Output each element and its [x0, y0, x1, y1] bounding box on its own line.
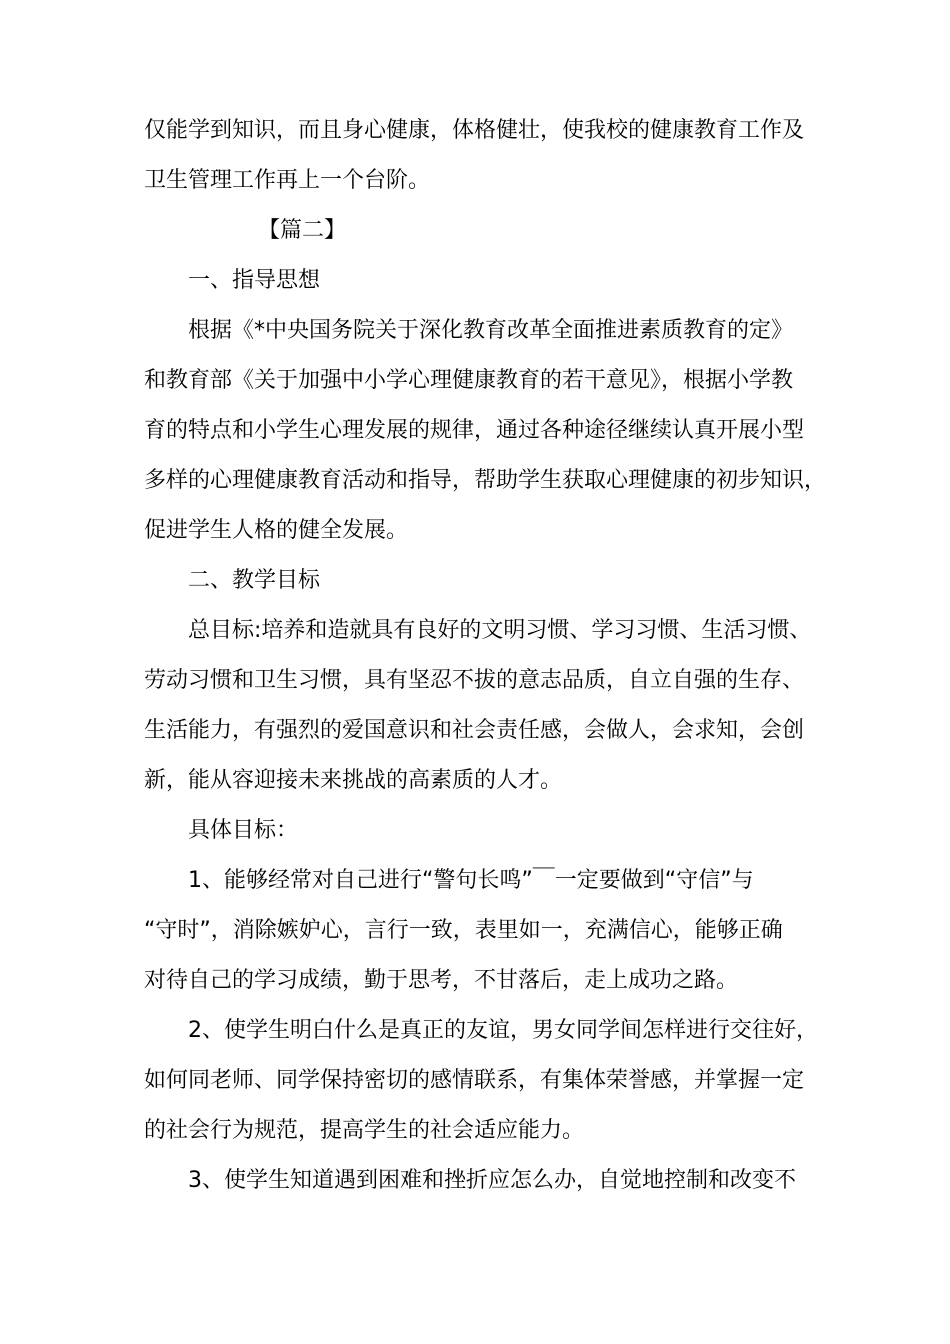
- body-line: 总目标:培养和造就具有良好的文明习惯、学习习惯、生活习惯、: [188, 618, 812, 643]
- body-line: 新，能从容迎接未来挑战的高素质的人才。: [144, 768, 563, 793]
- list-item: 2、使学生明白什么是真正的友谊，男女同学间怎样进行交往好，: [188, 1018, 818, 1043]
- body-line: 育的特点和小学生心理发展的规律，通过各种途径继续认真开展小型: [144, 418, 805, 443]
- section-title: 一、指导思想: [188, 268, 321, 293]
- list-item: 3、使学生知道遇到困难和挫折应怎么办，自觉地控制和改变不: [188, 1168, 796, 1193]
- body-line: 根据《*中央国务院关于深化教育改革全面推进素质教育的定》: [188, 318, 794, 343]
- subsection-title: 具体目标：: [188, 818, 299, 843]
- body-line: 的社会行为规范，提高学生的社会适应能力。: [144, 1118, 585, 1143]
- section-title: 二、教学目标: [188, 568, 321, 593]
- list-item: 1、能够经常对自己进行“警句长鸣”￣一定要做到“守信”与: [188, 868, 754, 893]
- body-line: “守时”，消除嫉妒心，言行一致，表里如一，充满信心，能够正确: [144, 918, 783, 943]
- body-line: 如何同老师、同学保持密切的感情联系，有集体荣誉感，并掌握一定: [144, 1068, 805, 1093]
- section-heading: 【篇二】: [258, 218, 347, 243]
- body-line: 多样的心理健康教育活动和指导，帮助学生获取心理健康的初步知识，: [144, 468, 827, 493]
- body-line: 促进学生人格的健全发展。: [144, 518, 409, 543]
- body-line: 仅能学到知识，而且身心健康，体格健壮，使我校的健康教育工作及: [144, 118, 805, 143]
- body-line: 生活能力，有强烈的爱国意识和社会责任感，会做人，会求知，会创: [144, 718, 805, 743]
- body-line: 卫生管理工作再上一个台阶。: [144, 168, 431, 193]
- body-line: 和教育部《关于加强中小学心理健康教育的若干意见》，根据小学教: [144, 368, 794, 393]
- body-line: 对待自己的学习成绩，勤于思考，不甘落后，走上成功之路。: [144, 968, 739, 993]
- body-line: 劳动习惯和卫生习惯，具有坚忍不拔的意志品质，自立自强的生存、: [144, 668, 805, 693]
